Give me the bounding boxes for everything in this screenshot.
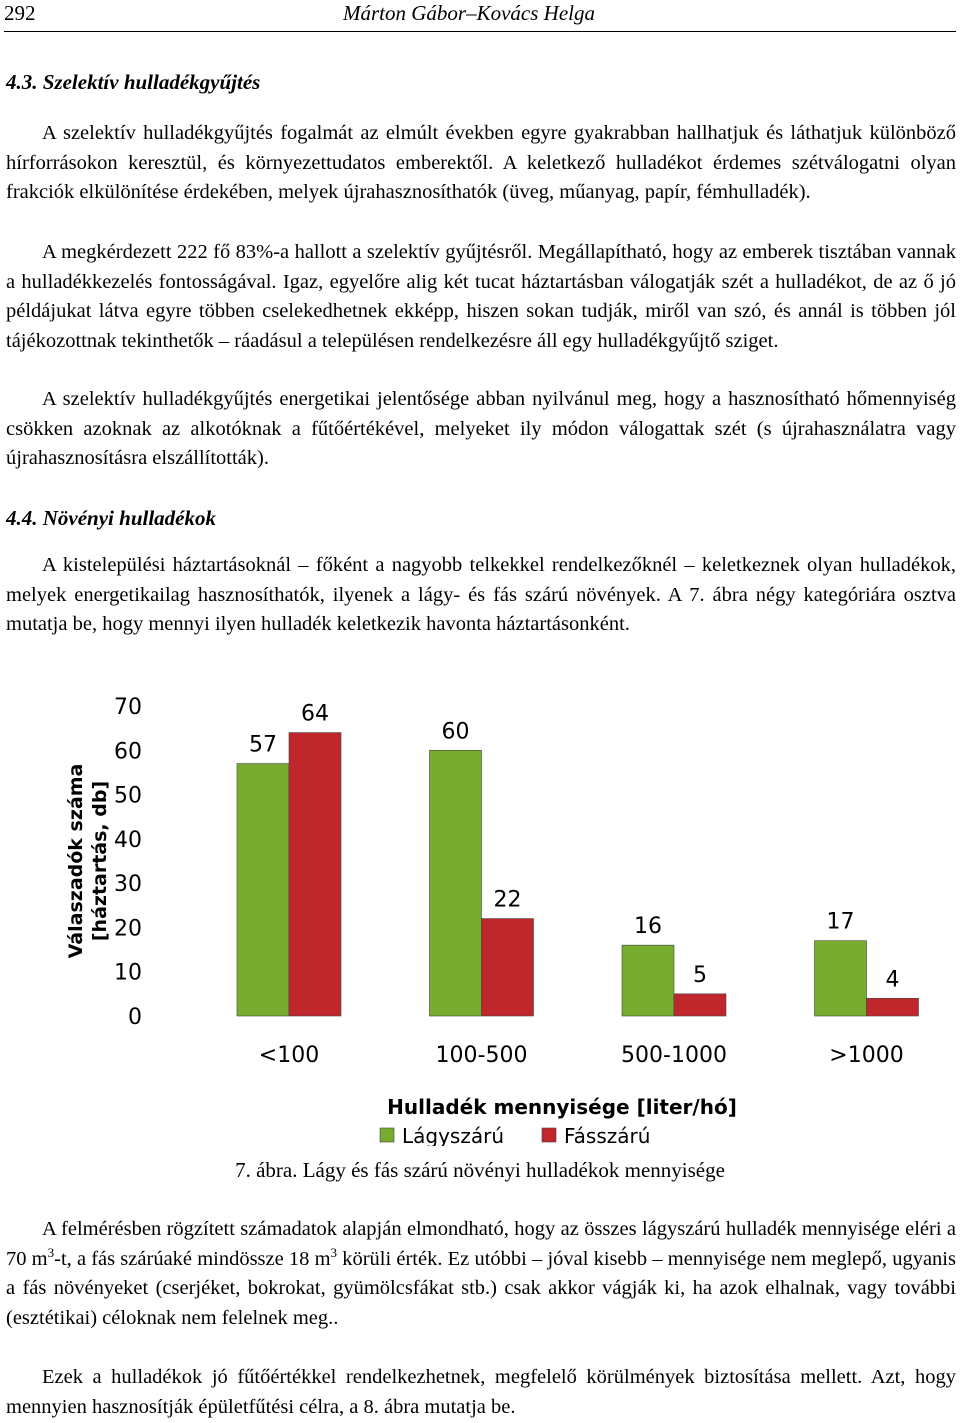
legend-label: Fásszárú — [564, 1124, 651, 1146]
page-header — [0, 0, 960, 34]
legend-swatch — [380, 1128, 394, 1142]
section-heading-4-3: 4.3. Szelektív hulladékgyűjtés — [6, 70, 261, 94]
paragraph — [6, 1215, 956, 1333]
data-label: 22 — [493, 887, 522, 913]
bar-fasszaru — [674, 994, 726, 1016]
header-divider — [4, 31, 956, 32]
paragraph: A megkérdezett 222 fő 83%-a hallott a szelektív gyűjtésről. Megállapítható, hogy az emberek tisztában vannak a hulladékkezelés fontosságával. Igaz, egyelőre alig két tucat háztartásban válogatják szét a hulladékot, de az ő jó példájukat látva egyre többen cselekedhetnek ekképp, hiszen sokan tudják, miről van szó, és annál is többen jól tájékozottnak tekinthetők – ráadásul a településen rendelkezésre áll egy hulladékgyűjtő sziget. — [6, 241, 956, 352]
data-label: 4 — [885, 967, 900, 993]
x-tick-label: <100 — [258, 1043, 320, 1068]
data-label: 5 — [693, 962, 707, 988]
bar-lagyszaru — [622, 945, 674, 1016]
paragraph: A szelektív hulladékgyűjtés energetikai jelentősége abban nyilvánul meg, hogy a hasznosítható hőmennyiség csökken azoknak az alkotóknak a fűtőértékével, melyeket ily módon válogattak szét (s újrahasználatra vagy újrahasznosításra elszállították). — [6, 388, 956, 469]
x-tick-label: >1000 — [829, 1043, 904, 1068]
bar-fasszaru — [289, 733, 341, 1016]
bar-fasszaru — [482, 919, 534, 1016]
y-tick-label: 50 — [114, 783, 142, 809]
y-tick-label: 40 — [114, 827, 142, 853]
bar-lagyszaru — [430, 750, 482, 1016]
paragraph: A kistelepülési háztartásoknál – főként a nagyobb telkekkel rendelkezőknél – keletkeznek olyan hulladékok, melyek energetikailag hasznosíthatók, ilyenek a lágy- és fás szárú növények. A 7. ábra négy kategóriára osztva mutatja be, hogy mennyi ilyen hulladék keletkezik havonta háztartásonként. — [6, 554, 956, 635]
page-number: 292 — [4, 1, 36, 25]
x-tick-label: 100-500 — [435, 1043, 528, 1068]
legend-swatch — [542, 1128, 556, 1142]
figure-caption: 7. ábra. Lágy és fás szárú növényi hulladékok mennyisége — [235, 1158, 725, 1182]
chart-canvas — [62, 686, 946, 1146]
superscript: 3 — [47, 1244, 55, 1260]
paragraph: Ezek a hulladékok jó fűtőértékkel rendelkezhetnek, megfelelő körülmények biztosítása mellett. Azt, hogy mennyien hasznosítják épületfűtési célra, a 8. ábra mutatja be. — [6, 1366, 956, 1418]
data-label: 64 — [301, 701, 329, 727]
y-tick-label: 30 — [114, 872, 142, 898]
legend-label: Lágyszárú — [402, 1124, 505, 1146]
x-tick-label: 500-1000 — [621, 1043, 727, 1068]
y-tick-label: 10 — [114, 960, 142, 986]
bar-lagyszaru — [237, 764, 289, 1016]
data-label: 16 — [634, 914, 662, 940]
y-tick-label: 20 — [114, 916, 142, 942]
superscript: 3 — [330, 1244, 338, 1260]
section-heading-4-4: 4.4. Növényi hulladékok — [6, 506, 216, 530]
bar-lagyszaru — [815, 941, 867, 1016]
y-tick-label: 70 — [114, 695, 142, 720]
y-axis-title: Válaszadók száma — [65, 763, 87, 959]
data-label: 57 — [249, 732, 277, 758]
bar-chart — [62, 686, 946, 1146]
paragraph: A szelektív hulladékgyűjtés fogalmát az elmúlt években egyre gyakrabban hallhatjuk és láthatjuk különböző hírforrásokon keresztül, és környezettudatos emberektől. A keletkező hulladékot érdemes szétválogatni olyan frakciók elkülönítése érdekében, melyek újrahasznosíthatók (üveg, műanyag, papír, fémhulladék). — [6, 122, 956, 203]
bar-fasszaru — [867, 998, 919, 1016]
y-axis-title: [háztartás, db] — [89, 780, 111, 942]
data-label: 60 — [441, 719, 470, 745]
x-axis-title: Hulladék mennyisége [liter/hó] — [387, 1095, 737, 1119]
data-label: 17 — [826, 909, 855, 935]
text-run: A felmérésben rögzített számadatok alapján elmondható, hogy az összes lágyszárú hulladék mennyisége eléri a 70 m — [6, 1218, 956, 1270]
text-run: -t, a fás szárúaké mindössze 18 m — [54, 1247, 331, 1270]
y-tick-label: 60 — [114, 739, 142, 765]
text-run: körüli érték. Ez utóbbi – jóval kisebb – mennyisége nem meglepő, ugyanis a fás növényeket (cserjéket, bokrokat, gyümölcsfákat stb.) csak akkor vágják ki, ha azok elhalnak, vagy további (esztétikai) céloknak nem felelnek meg.. — [6, 1247, 956, 1329]
running-title: Márton Gábor–Kovács Helga — [343, 1, 595, 25]
y-tick-label: 0 — [128, 1005, 142, 1030]
